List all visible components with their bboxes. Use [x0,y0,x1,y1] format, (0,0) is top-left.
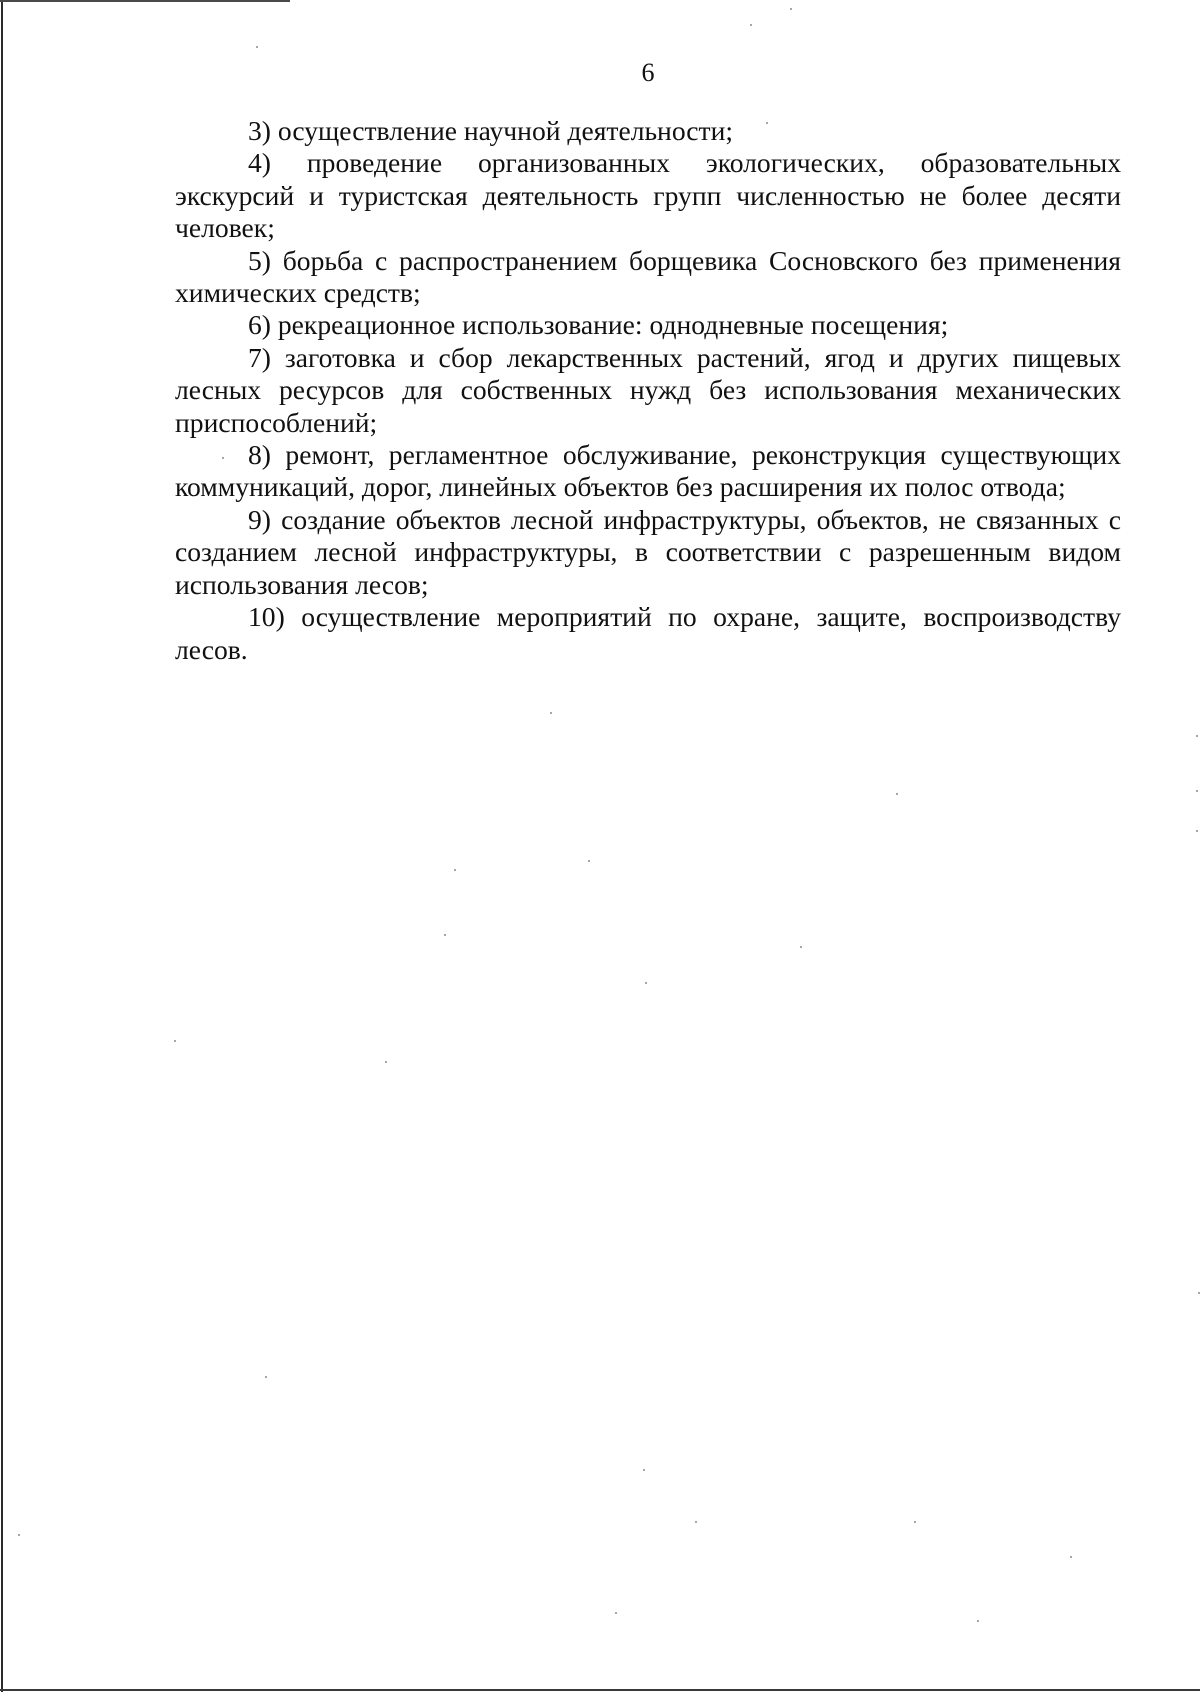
scan-edge-top [0,0,290,2]
scan-speck [222,457,224,459]
list-item: 5) борьба с распространением борщевика Сосновского без применения химических средств; [175,244,1121,309]
scan-speck [615,1612,617,1614]
scan-speck [454,869,456,871]
scan-speck [750,24,752,26]
scan-speck [645,982,647,984]
list-item: 7) заготовка и сбор лекарственных растений, ягод и других пищевых лесных ресурсов для собственных нужд без использования механических приспособлений; [175,341,1121,438]
scan-speck [1196,830,1198,832]
scan-speck [1196,735,1198,737]
page-number: 6 [641,58,655,87]
scan-edge-left [1,0,3,1692]
scan-speck [695,1521,697,1523]
document-body [175,115,1121,666]
list-item: 8) ремонт, регламентное обслуживание, реконструкция существующих коммуникаций, дорог, линейных объектов без расширения их полос отвода; [175,439,1121,503]
scan-speck [977,1620,979,1622]
list-item: 10) осуществление мероприятий по охране, защите, воспроизводству лесов. [175,601,1121,665]
scan-speck [174,1040,176,1042]
scan-speck [790,8,792,10]
list-item: 6) рекреационное использование: однодневные посещения; [248,309,949,341]
list-item: 4) проведение организованных экологических, образовательных экскурсий и туристская деятельность групп численностью не более десяти человек; [175,147,1121,244]
scan-speck [896,793,898,795]
scan-speck [265,1376,267,1378]
scan-edge-bottom [0,1689,1200,1691]
scan-speck [1196,790,1198,792]
scan-speck [18,1534,20,1536]
scan-speck [800,946,802,948]
scan-speck [550,712,552,714]
scan-speck [444,934,446,936]
scan-speck [588,860,590,862]
scan-speck [385,1061,387,1063]
scan-speck [643,1469,645,1471]
scan-speck [256,46,258,48]
scan-speck [1070,1556,1072,1558]
list-item: 3) осуществление научной деятельности; [248,115,734,146]
scan-speck [766,122,768,124]
scan-speck [914,1521,916,1523]
list-item: 9) создание объектов лесной инфраструктуры, объектов, не связанных с созданием лесной инфраструктуры, в соответствии с разрешенным видом использования лесов; [175,503,1121,600]
